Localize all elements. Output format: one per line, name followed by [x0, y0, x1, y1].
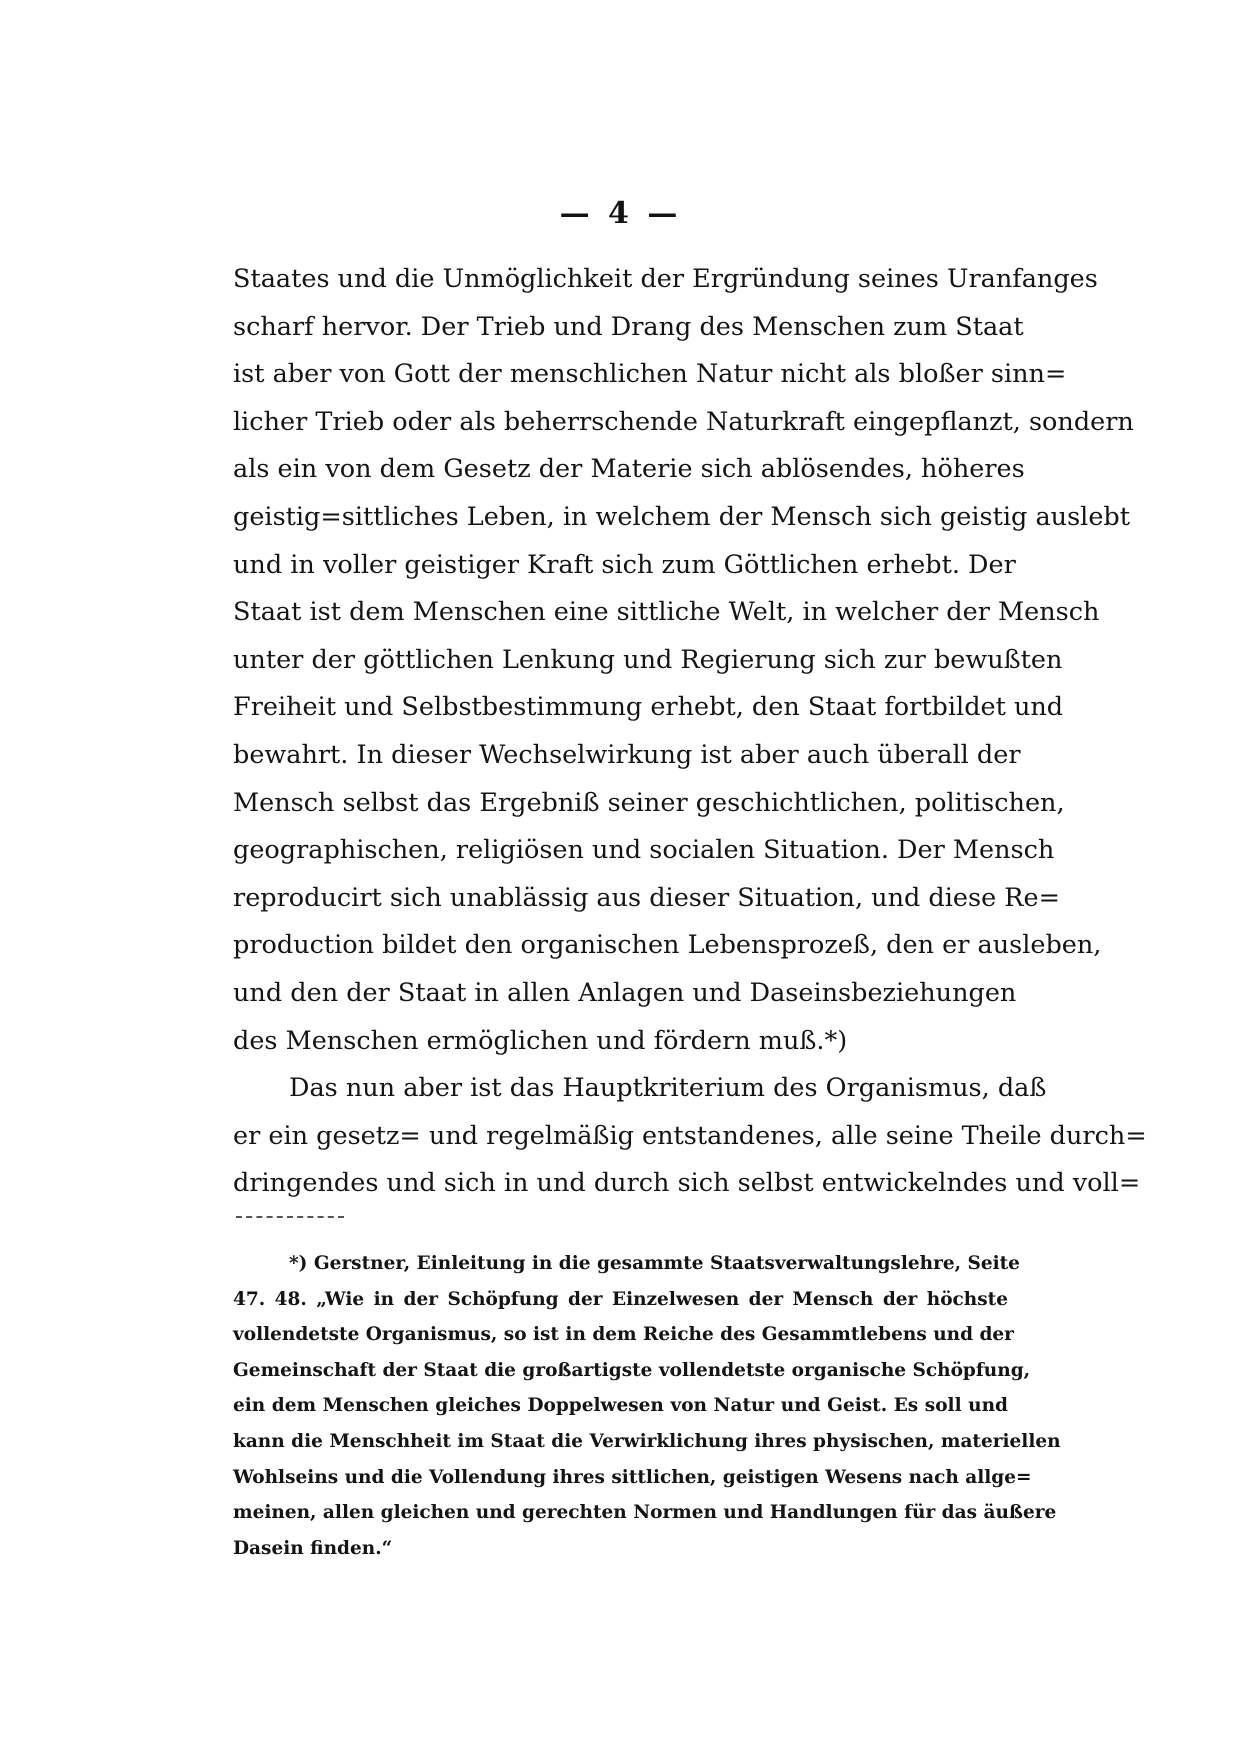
text-line: bewahrt. In dieser Wechselwirkung ist aber auch überall der: [233, 739, 1021, 770]
paragraph-start-line: Das nun aber ist das Hauptkriterium des Organismus, daß: [289, 1073, 1047, 1104]
text-line: unter der göttlichen Lenkung und Regierung sich zur bewußten: [233, 644, 1063, 675]
text-line: geographischen, religiösen und socialen Situation. Der Mensch: [233, 835, 1055, 866]
footnote-line: kann die Menschheit im Staat die Verwirklichung ihres physischen, materiellen: [233, 1430, 1061, 1452]
text-line: Staat ist dem Menschen eine sittliche Welt, in welcher der Mensch: [233, 597, 1100, 628]
text-line: production bildet den organischen Lebensprozeß, den er ausleben,: [233, 930, 1102, 961]
text-line: scharf hervor. Der Trieb und Drang des Menschen zum Staat: [233, 311, 1024, 342]
footnote-line: 47. 48. „Wie in der Schöpfung der Einzelwesen der Mensch der höchste: [233, 1288, 1008, 1310]
text-line: reproducirt sich unablässig aus dieser Situation, und diese Re=: [233, 882, 1060, 913]
text-line: er ein gesetz= und regelmäßig entstandenes, alle seine Theile durch=: [233, 1120, 1147, 1151]
text-line: des Menschen ermöglichen und fördern muß.*): [233, 1025, 848, 1056]
text-line: und in voller geistiger Kraft sich zum Göttlichen erhebt. Der: [233, 549, 1016, 580]
text-line: licher Trieb oder als beherrschende Naturkraft eingepflanzt, sondern: [233, 406, 1134, 437]
text-line: ist aber von Gott der menschlichen Natur nicht als bloßer sinn=: [233, 359, 1067, 390]
text-line: als ein von dem Gesetz der Materie sich ablösendes, höheres: [233, 454, 1025, 485]
footnote-line: Wohlseins und die Vollendung ihres sittlichen, geistigen Wesens nach allge=: [233, 1466, 1032, 1488]
main-text: [233, 256, 1147, 1208]
page-number: — 4 —: [559, 196, 682, 231]
text-line: Staates und die Unmöglichkeit der Ergründung seines Uranfanges: [233, 264, 1098, 294]
footnote-line: *) Gerstner, Einleitung in die gesammte Staatsverwaltungslehre, Seite: [289, 1253, 1020, 1274]
footnote-line: Dasein finden.“: [233, 1537, 393, 1559]
text-line: geistig=sittliches Leben, in welchem der Mensch sich geistig auslebt: [233, 501, 1130, 532]
footnote-line: Gemeinschaft der Staat die großartigste vollendetste organische Schöpfung,: [233, 1359, 1031, 1381]
footnote-separator: [236, 1216, 344, 1218]
text-line: Mensch selbst das Ergebniß seiner geschichtlichen, politischen,: [233, 787, 1065, 818]
text-line: dringendes und sich in und durch sich selbst entwickelndes und voll=: [233, 1168, 1141, 1199]
text-line: und den der Staat in allen Anlagen und Daseinsbeziehungen: [233, 977, 1017, 1008]
footnote: [233, 1246, 1061, 1566]
footnote-line: ein dem Menschen gleiches Doppelwesen von Natur und Geist. Es soll und: [233, 1395, 1008, 1417]
footnote-line: meinen, allen gleichen und gerechten Normen und Handlungen für das äußere: [233, 1502, 1057, 1524]
footnote-line: vollendetste Organismus, so ist in dem Reiche des Gesammtlebens und der: [233, 1324, 1014, 1346]
text-line: Freiheit und Selbstbestimmung erhebt, den Staat fortbildet und: [233, 692, 1064, 723]
